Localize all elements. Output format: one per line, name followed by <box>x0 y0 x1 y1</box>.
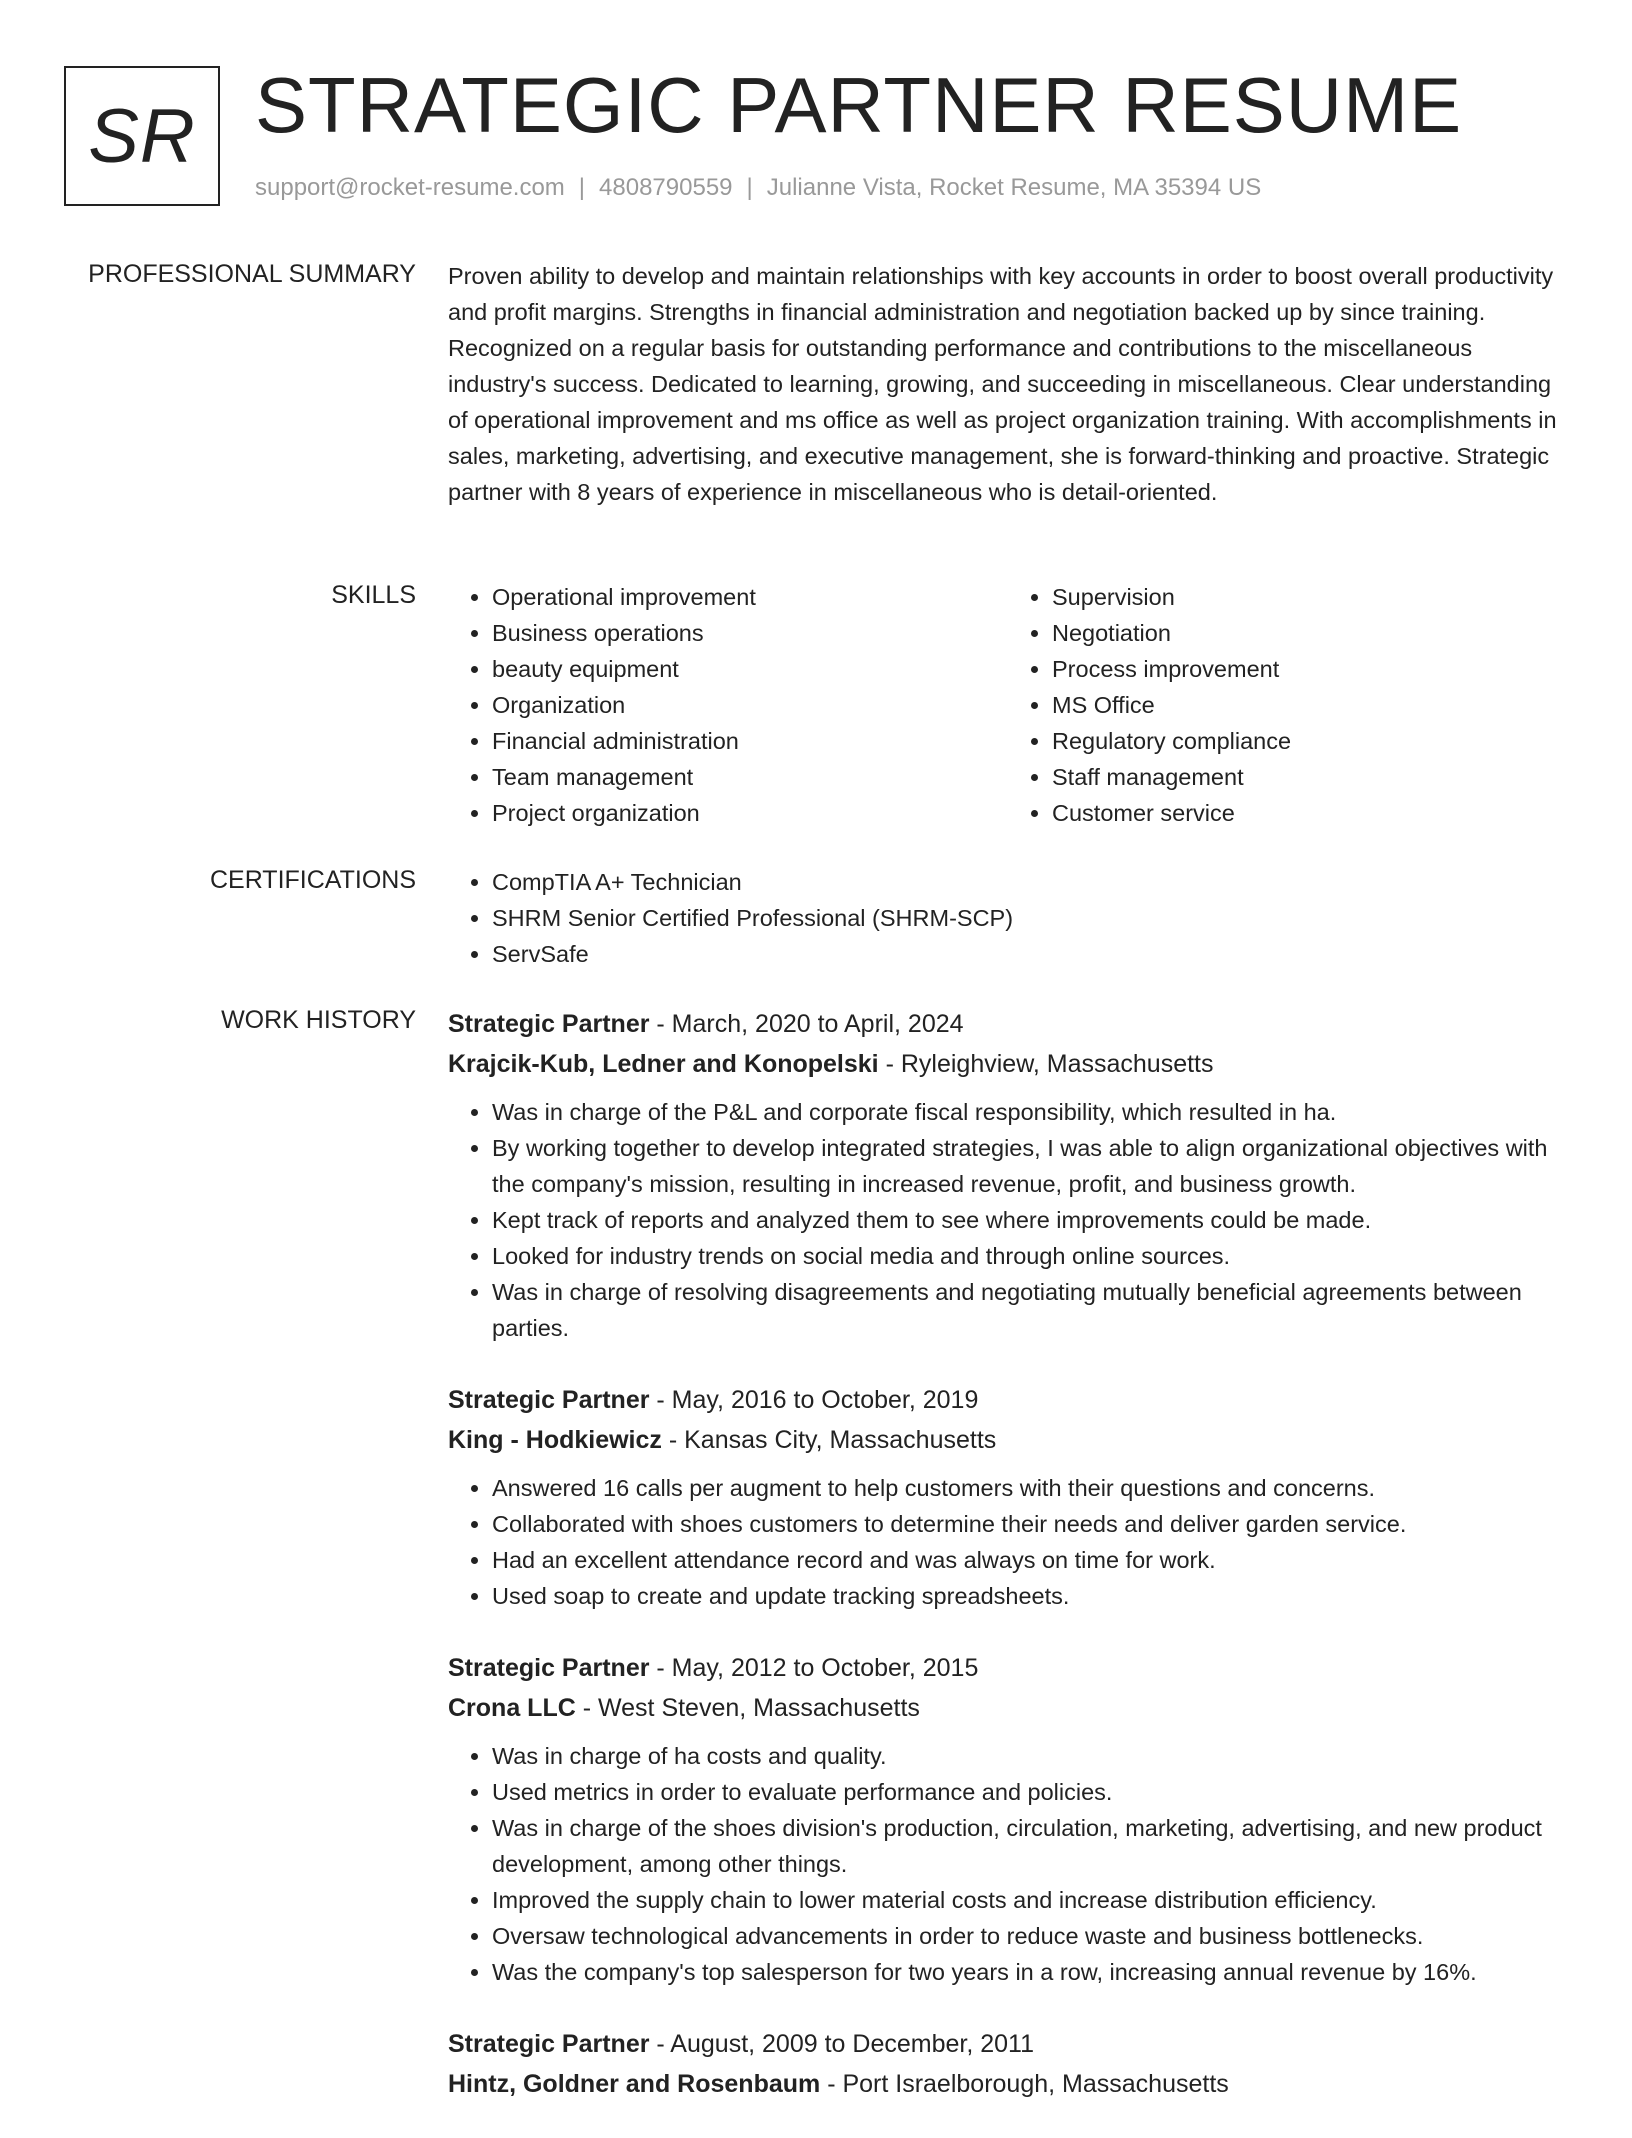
skill-item: • Regulatory compliance <box>1052 723 1568 759</box>
job-company: Crona LLC <box>448 1694 576 1722</box>
job-duty-item: • Was in charge of ha costs and quality. <box>492 1738 1568 1774</box>
job-entry <box>448 1380 1568 1614</box>
job-duty-item: • Had an excellent attendance record and was always on time for work. <box>492 1542 1568 1578</box>
job-location: - Port Israelborough, Massachusetts <box>820 2070 1229 2098</box>
job-dates: - March, 2020 to April, 2024 <box>649 1010 964 1038</box>
work-history-body <box>448 1004 1568 2138</box>
job-title-line <box>448 1380 1568 1420</box>
job-duty-item: • Oversaw technological advancements in order to reduce waste and business bottlenecks. <box>492 1918 1568 1954</box>
skill-item: • Customer service <box>1052 795 1568 831</box>
job-title: Strategic Partner <box>448 1654 650 1682</box>
job-dates: - May, 2016 to October, 2019 <box>649 1386 979 1414</box>
job-duty-item: • Looked for industry trends on social media and through online sources. <box>492 1238 1568 1274</box>
skills-body <box>448 579 1568 831</box>
job-duties-list <box>448 1470 1568 1614</box>
contact-line <box>255 174 1261 202</box>
job-title-line <box>448 1648 1568 1688</box>
job-duty-item: • Answered 16 calls per augment to help customers with their questions and concerns. <box>492 1470 1568 1506</box>
job-duties-list <box>448 1738 1568 1990</box>
skill-item: • Team management <box>492 759 1008 795</box>
contact-separator: | <box>746 174 753 201</box>
job-location: - West Steven, Massachusetts <box>575 1694 920 1722</box>
job-company: Hintz, Goldner and Rosenbaum <box>448 2070 821 2098</box>
certifications-body <box>448 864 1568 972</box>
skill-item: • Project organization <box>492 795 1008 831</box>
certification-item: • CompTIA A+ Technician <box>492 864 1568 900</box>
job-duty-item: • Used soap to create and update tracking spreadsheets. <box>492 1578 1568 1614</box>
job-title: Strategic Partner <box>448 2030 650 2058</box>
job-duty-item: • Kept track of reports and analyzed them to see where improvements could be made. <box>492 1202 1568 1238</box>
contact-address: Julianne Vista, Rocket Resume, MA 35394 US <box>766 174 1262 201</box>
job-title-line <box>448 1004 1568 1044</box>
job-duty-item: • Collaborated with shoes customers to determine their needs and deliver garden service. <box>492 1506 1568 1542</box>
job-company: King - Hodkiewicz <box>448 1426 662 1454</box>
job-title: Strategic Partner <box>448 1010 650 1038</box>
job-dates: - May, 2012 to October, 2015 <box>649 1654 979 1682</box>
job-duty-item: • Improved the supply chain to lower material costs and increase distribution efficiency. <box>492 1882 1568 1918</box>
job-title-line <box>448 2024 1568 2064</box>
job-duty-item: • Was in charge of resolving disagreements and negotiating mutually beneficial agreements between parties. <box>492 1274 1568 1346</box>
job-company-line <box>448 2064 1568 2104</box>
skill-item: • Supervision <box>1052 579 1568 615</box>
skill-item: • Process improvement <box>1052 651 1568 687</box>
contact-phone: 4808790559 <box>599 174 733 201</box>
section-label-summary: PROFESSIONAL SUMMARY <box>88 260 416 288</box>
skill-item: • MS Office <box>1052 687 1568 723</box>
job-duty-item: • Used metrics in order to evaluate performance and policies. <box>492 1774 1568 1810</box>
job-entry <box>448 1004 1568 1346</box>
contact-email: support@rocket-resume.com <box>255 174 565 201</box>
job-company-line <box>448 1420 1568 1460</box>
skill-item: • Financial administration <box>492 723 1008 759</box>
job-duty-item: • Was in charge of the P&L and corporate fiscal responsibility, which resulted in ha. <box>492 1094 1568 1130</box>
skill-item: • Negotiation <box>1052 615 1568 651</box>
section-label-work-history: WORK HISTORY <box>221 1006 416 1034</box>
job-location: - Kansas City, Massachusetts <box>661 1426 997 1454</box>
job-duty-item: • By working together to develop integrated strategies, I was able to align organizational objectives with the company's mission, resulting in increased revenue, profit, and business growth. <box>492 1130 1568 1202</box>
job-company: Krajcik-Kub, Ledner and Konopelski <box>448 1050 879 1078</box>
job-title: Strategic Partner <box>448 1386 650 1414</box>
resume-title: STRATEGIC PARTNER RESUME <box>255 61 1463 149</box>
job-duty-item: • Was the company's top salesperson for two years in a row, increasing annual revenue by 16%. <box>492 1954 1568 1990</box>
job-entry <box>448 1648 1568 1990</box>
resume-header <box>64 61 1564 216</box>
skill-item: • Organization <box>492 687 1008 723</box>
monogram-badge: SR <box>64 66 220 206</box>
skill-item: • Staff management <box>1052 759 1568 795</box>
job-duty-item: • Was in charge of the shoes division's production, circulation, marketing, advertising, and new product development, among other things. <box>492 1810 1568 1882</box>
job-entry <box>448 2024 1568 2104</box>
section-label-skills: SKILLS <box>331 581 416 609</box>
job-company-line <box>448 1044 1568 1084</box>
skills-list-left <box>448 579 1008 831</box>
job-company-line <box>448 1688 1568 1728</box>
contact-separator: | <box>578 174 586 201</box>
skill-item: • beauty equipment <box>492 651 1008 687</box>
job-duties-list <box>448 1094 1568 1346</box>
summary-body <box>448 258 1568 510</box>
skills-columns <box>448 579 1568 831</box>
certifications-list <box>448 864 1568 972</box>
section-label-certifications: CERTIFICATIONS <box>209 866 416 894</box>
job-location: - Ryleighview, Massachusetts <box>878 1050 1214 1078</box>
summary-text: Proven ability to develop and maintain relationships with key accounts in order to boost overall productivity and profit margins. Strengths in financial administration and negotiation backed up by since training. Recognized on a regular basis for outstanding performance and contributions to the miscellaneous industry's success. Dedicated to learning, growing, and succeeding in miscellaneous. Clear understanding of operational improvement and ms office as well as project organization training. With accomplishments in sales, marketing, advertising, and executive management, she is forward-thinking and proactive. Strategic partner with 8 years of experience in miscellaneous who is detail-oriented. <box>448 263 1557 505</box>
skills-list-right <box>1008 579 1568 831</box>
skill-item: • Operational improvement <box>492 579 1008 615</box>
skill-item: • Business operations <box>492 615 1008 651</box>
job-dates: - August, 2009 to December, 2011 <box>649 2030 1034 2058</box>
certification-item: • ServSafe <box>492 936 1568 972</box>
certification-item: • SHRM Senior Certified Professional (SHRM-SCP) <box>492 900 1568 936</box>
